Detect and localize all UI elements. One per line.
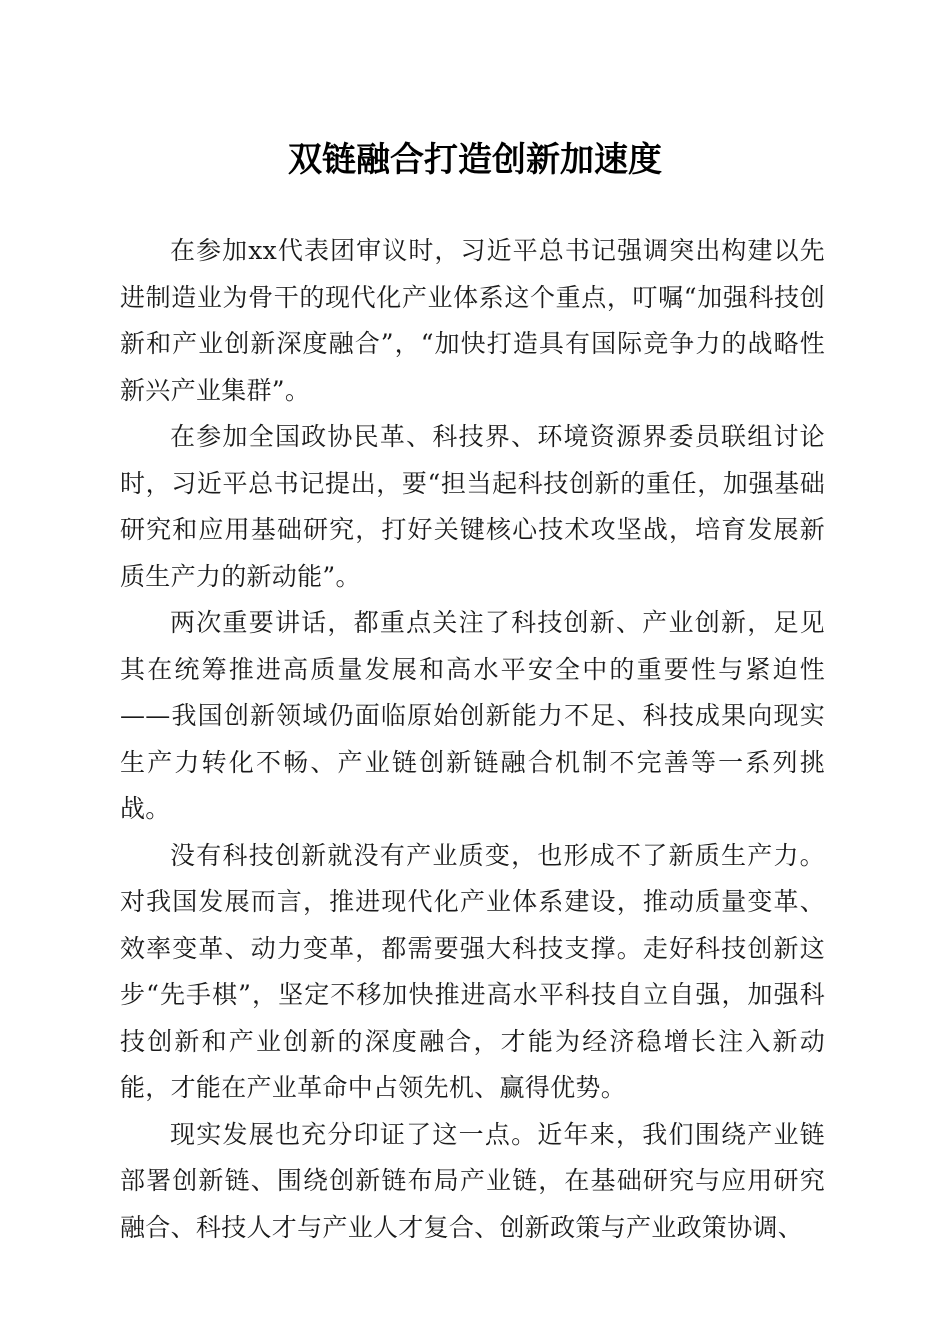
paragraph-3: 两次重要讲话，都重点关注了科技创新、产业创新，足见其在统筹推进高质量发展和高水平安全中的重要性与紧迫性——我国创新领域仍面临原始创新能力不足、科技成果向现实生产力转化不畅、产业链创新链融合机制不完善等一系列挑战。 [120, 608, 825, 823]
document-title: 双链融合打造创新加速度 [288, 140, 662, 180]
paragraph-5: 现实发展也充分印证了这一点。近年来，我们围绕产业链部署创新链、围绕创新链布局产业链，在基础研究与应用研究融合、科技人才与产业人才复合、创新政策与产业政策协调、 [120, 1119, 825, 1242]
paragraph-4: 没有科技创新就没有产业质变，也形成不了新质生产力。对我国发展而言，推进现代化产业体系建设，推动质量变革、效率变革、动力变革，都需要强大科技支撑。走好科技创新这步“先手棋”，坚定不移加快推进高水平科技自立自强，加强科技创新和产业创新的深度融合，才能为经济稳增长注入新动能，才能在产业革命中占领先机、赢得优势。 [120, 840, 825, 1102]
paragraph-1: 在参加xx代表团审议时，习近平总书记强调突出构建以先进制造业为骨干的现代化产业体系这个重点，叮嘱“加强科技创新和产业创新深度融合”，“加快打造具有国际竞争力的战略性新兴产业集群”。 [120, 236, 825, 405]
paragraph-2: 在参加全国政协民革、科技界、环境资源界委员联组讨论时，习近平总书记提出，要“担当起科技创新的重任，加强基础研究和应用基础研究，打好关键核心技术攻坚战，培育发展新质生产力的新动能”。 [120, 422, 825, 591]
document-body [120, 228, 825, 1251]
